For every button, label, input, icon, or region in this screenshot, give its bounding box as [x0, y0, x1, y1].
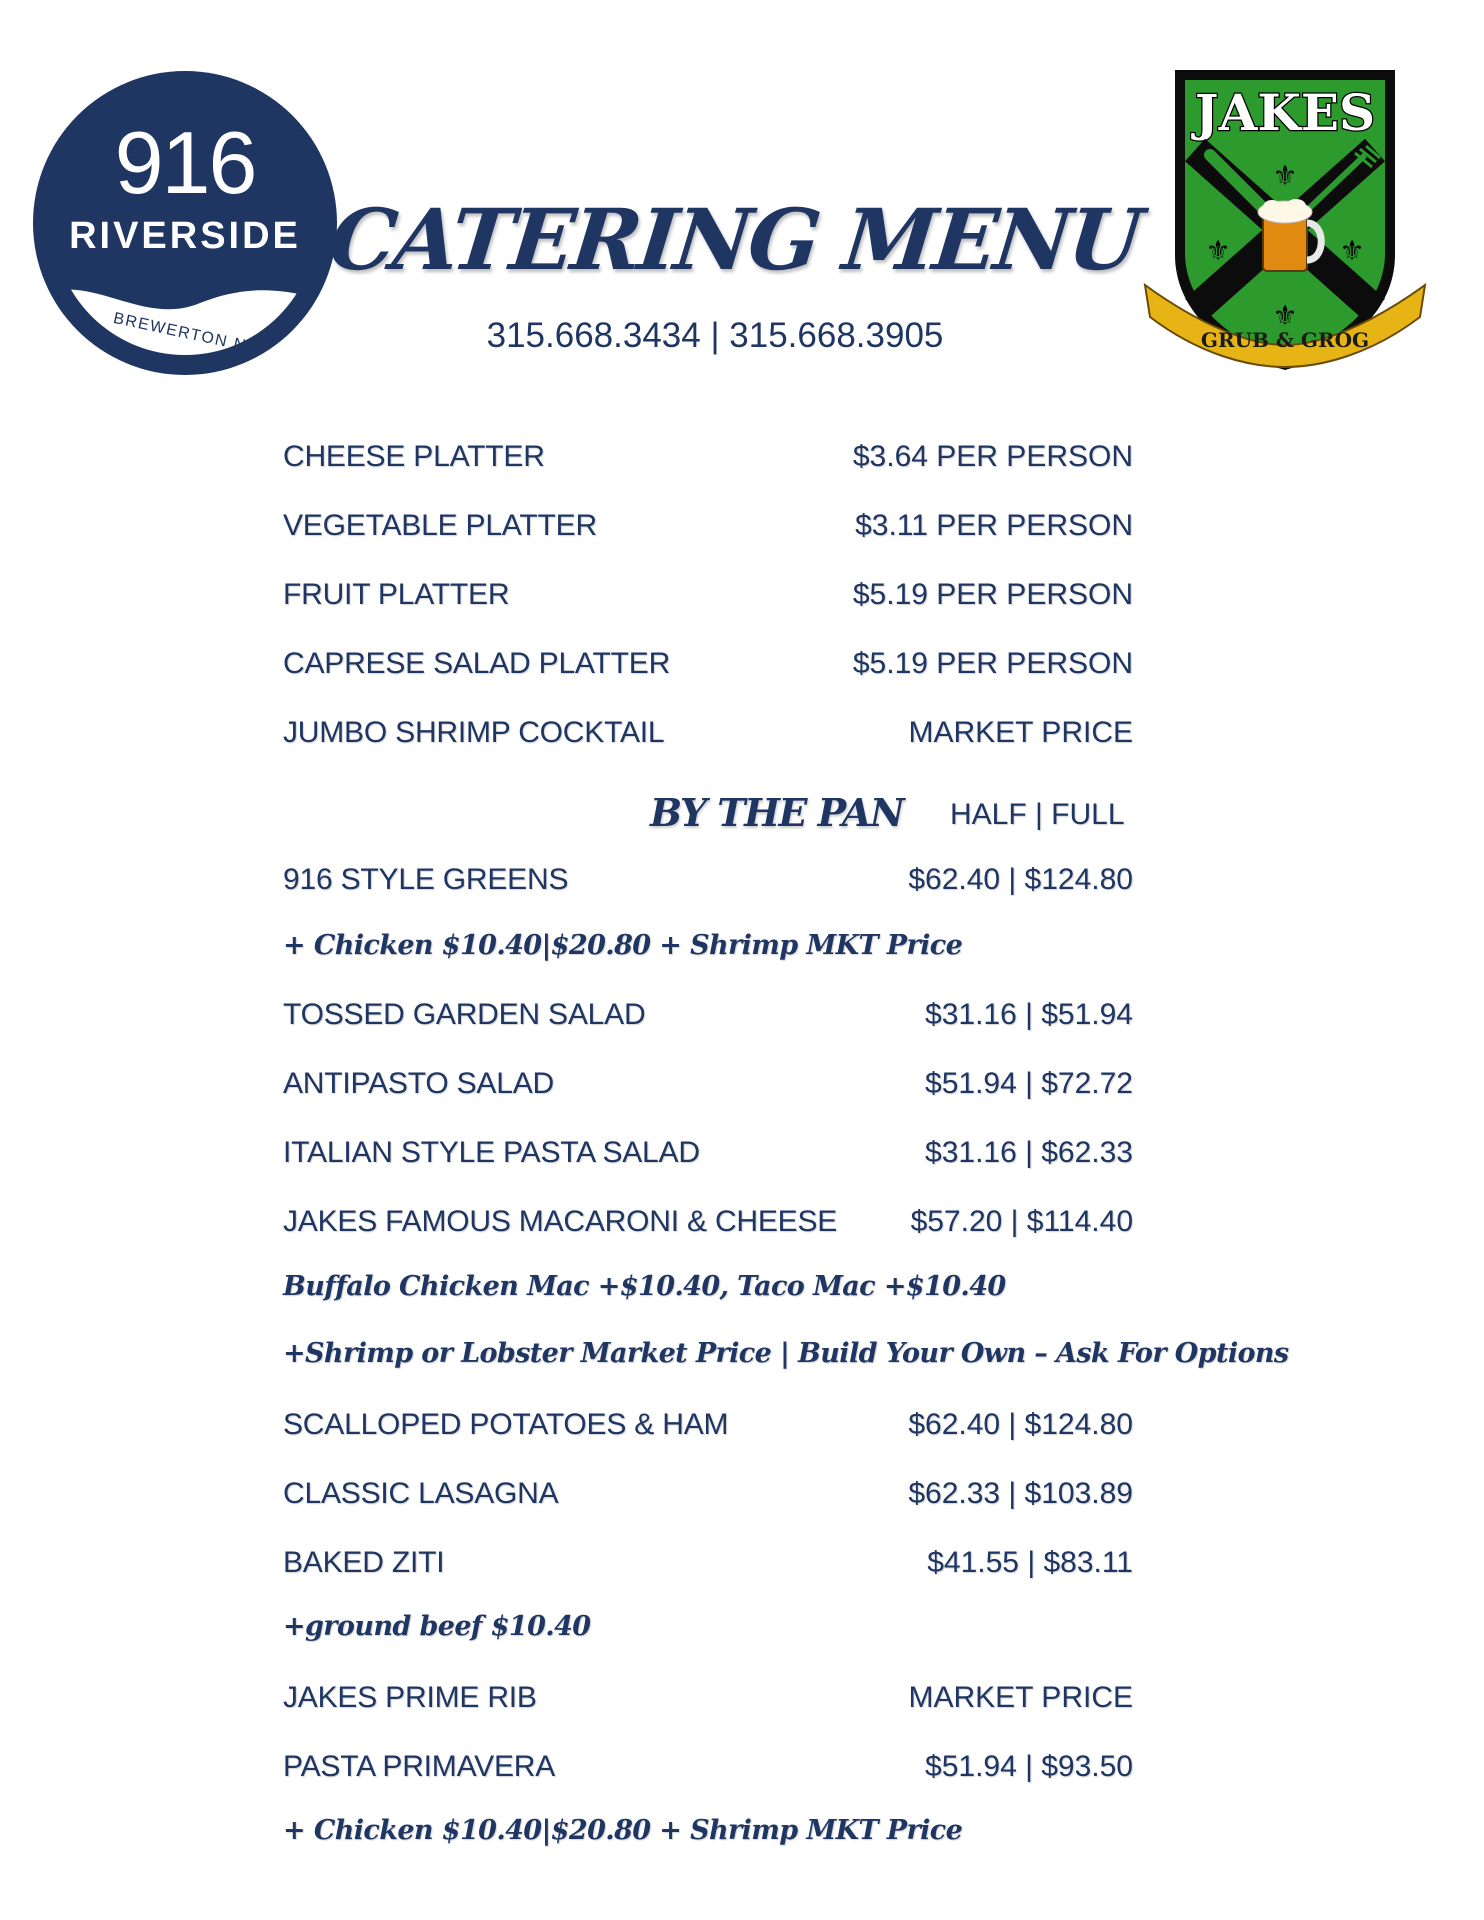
item-price: $31.16 | $62.33: [925, 1136, 1133, 1169]
svg-text:⚜: ⚜: [1272, 299, 1298, 332]
menu-item: [283, 1205, 1163, 1249]
menu-item: [283, 578, 1163, 622]
item-addon-note: + Chicken $10.40|$20.80 + Shrimp MKT Price: [283, 930, 963, 961]
page-title: CATERING MENU: [324, 190, 1145, 289]
item-name: PASTA PRIMAVERA: [283, 1750, 556, 1783]
menu-item: [283, 1750, 1163, 1794]
svg-text:⚜: ⚜: [1205, 234, 1231, 267]
item-price: $62.33 | $103.89: [908, 1477, 1133, 1510]
item-name: JAKES PRIME RIB: [283, 1681, 537, 1714]
item-name: VEGETABLE PLATTER: [283, 509, 597, 542]
item-price: $51.94 | $93.50: [925, 1750, 1133, 1783]
menu-item: [283, 1477, 1163, 1521]
item-addon-note: Buffalo Chicken Mac +$10.40, Taco Mac +$10.40: [283, 1271, 1006, 1302]
item-name: JUMBO SHRIMP COCKTAIL: [283, 716, 665, 749]
menu-item: [283, 1546, 1163, 1590]
item-name: ITALIAN STYLE PASTA SALAD: [283, 1136, 700, 1169]
riverside-number: 916: [114, 113, 256, 212]
jakes-name: JAKES: [1194, 83, 1376, 142]
riverside-location: BREWERTON NY: [111, 309, 261, 358]
item-name: JAKES FAMOUS MACARONI & CHEESE: [283, 1205, 838, 1238]
item-price: $51.94 | $72.72: [925, 1067, 1133, 1100]
item-name: ANTIPASTO SALAD: [283, 1067, 554, 1100]
item-name: FRUIT PLATTER: [283, 578, 510, 611]
item-addon-note: + Chicken $10.40|$20.80 + Shrimp MKT Price: [283, 1815, 963, 1846]
svg-text:⚜: ⚜: [1339, 234, 1365, 267]
menu-item: [283, 998, 1163, 1042]
menu-item: [283, 1681, 1163, 1725]
menu-item: [283, 1136, 1163, 1180]
menu-item: [283, 863, 1163, 907]
menu-item: [283, 1408, 1163, 1452]
item-price: MARKET PRICE: [908, 716, 1133, 749]
svg-text:⚜: ⚜: [1272, 159, 1298, 192]
item-addon-note: +ground beef $10.40: [283, 1611, 591, 1642]
item-name: 916 STYLE GREENS: [283, 863, 569, 896]
jakes-tagline: GRUB & GROG: [1200, 328, 1370, 352]
item-price: $3.64 PER PERSON: [852, 440, 1133, 473]
jakes-logo: [1140, 55, 1430, 375]
item-name: BAKED ZITI: [283, 1546, 445, 1579]
menu-item: [283, 1067, 1163, 1111]
riverside-logo: [30, 68, 340, 378]
item-price: $5.19 PER PERSON: [852, 578, 1133, 611]
item-price: $57.20 | $114.40: [910, 1205, 1133, 1238]
item-name: TOSSED GARDEN SALAD: [283, 998, 646, 1031]
item-name: SCALLOPED POTATOES & HAM: [283, 1408, 729, 1441]
item-price: $62.40 | $124.80: [908, 1408, 1133, 1441]
riverside-name: RIVERSIDE: [69, 215, 301, 257]
item-name: CAPRESE SALAD PLATTER: [283, 647, 671, 680]
size-columns: HALF | FULL: [950, 798, 1125, 831]
item-price: $62.40 | $124.80: [908, 863, 1133, 896]
menu-item: [283, 716, 1163, 760]
menu-item: [283, 509, 1163, 553]
item-name: CLASSIC LASAGNA: [283, 1477, 559, 1510]
menu-item: [283, 647, 1163, 691]
menu-item: [283, 440, 1163, 484]
item-price: $3.11 PER PERSON: [855, 509, 1133, 542]
item-price: $31.16 | $51.94: [925, 998, 1133, 1031]
phone-numbers: 315.668.3434 | 315.668.3905: [486, 316, 944, 355]
item-name: CHEESE PLATTER: [283, 440, 545, 473]
item-addon-note: +Shrimp or Lobster Market Price | Build Your Own – Ask For Options: [283, 1338, 1289, 1369]
item-price: $41.55 | $83.11: [927, 1546, 1133, 1579]
item-price: $5.19 PER PERSON: [852, 647, 1133, 680]
section-heading: BY THE PAN: [650, 790, 904, 835]
item-price: MARKET PRICE: [908, 1681, 1133, 1714]
